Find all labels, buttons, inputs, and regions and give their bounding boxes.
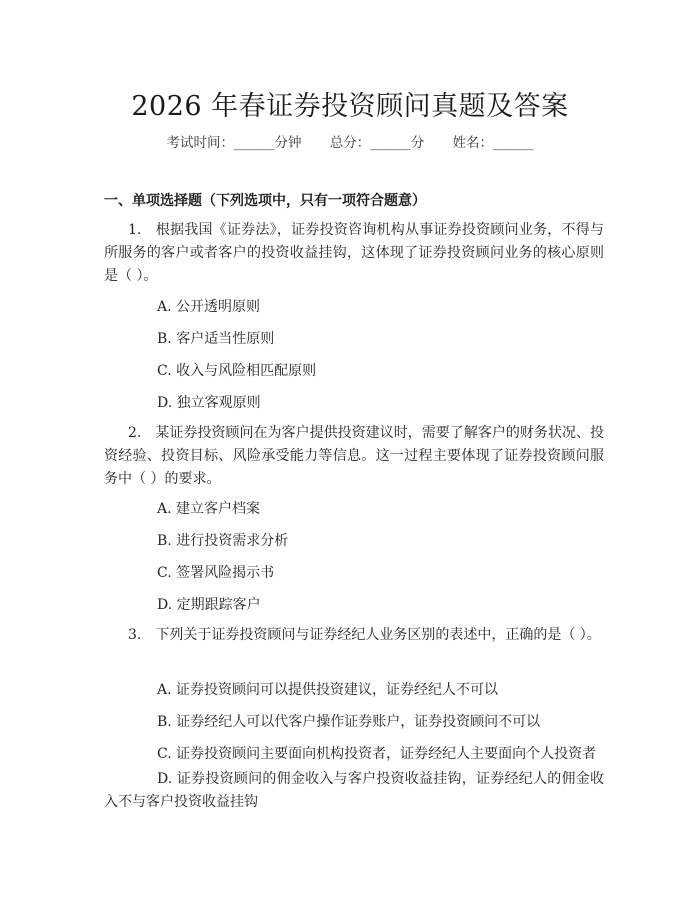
option-item: C. 收入与风险相匹配原则 (157, 363, 317, 379)
page-title: 2026 年春证券投资顾问真题及答案 (131, 91, 569, 122)
option-item: B. 证券经纪人可以代客户操作证券账户，证券投资顾问不可以 (157, 714, 541, 730)
question-stem: 1. 根据我国《证券法》，证券投资咨询机构从事证券投资顾问业务，不得与所服务的客户或者客户的投资收益挂钩，这体现了证券投资顾问业务的核心原则是（ ）。 (104, 222, 604, 284)
option-item: A. 公开透明原则 (157, 299, 261, 315)
option-item: B. 进行投资需求分析 (157, 533, 289, 549)
option-item: A. 建立客户档案 (157, 501, 261, 517)
option-item: A. 证券投资顾问可以提供投资建议，证券经纪人不可以 (157, 682, 499, 698)
exam-name: 姓名：______ (452, 135, 534, 151)
exam-meta (0, 131, 700, 151)
exam-time: 考试时间：______分钟 (166, 135, 302, 151)
question-stem: 2. 某证券投资顾问在为客户提供投资建议时，需要了解客户的财务状况、投资经验、投资目标、风险承受能力等信息。这一过程主要体现了证券投资顾问服务中（ ）的要求。 (104, 425, 604, 487)
option-item: C. 证券投资顾问主要面向机构投资者，证券经纪人主要面向个人投资者 (157, 746, 597, 762)
option-item: C. 签署风险揭示书 (157, 565, 275, 581)
option-item: B. 客户适当性原则 (157, 331, 275, 347)
option-item: D. 证券投资顾问的佣金收入与客户投资收益挂钩，证券经纪人的佣金收入不与客户投资收益挂钩 (104, 771, 604, 810)
option-item: D. 定期跟踪客户 (157, 597, 261, 613)
exam-score: 总分：______分 (329, 135, 425, 151)
question-stem: 3. 下列关于证券投资顾问与证券经纪人业务区别的表述中，正确的是（ ）。 (128, 627, 601, 643)
option-item: D. 独立客观原则 (157, 395, 261, 411)
section-title: 一、单项选择题（下列选项中，只有一项符合题意） (104, 193, 426, 209)
